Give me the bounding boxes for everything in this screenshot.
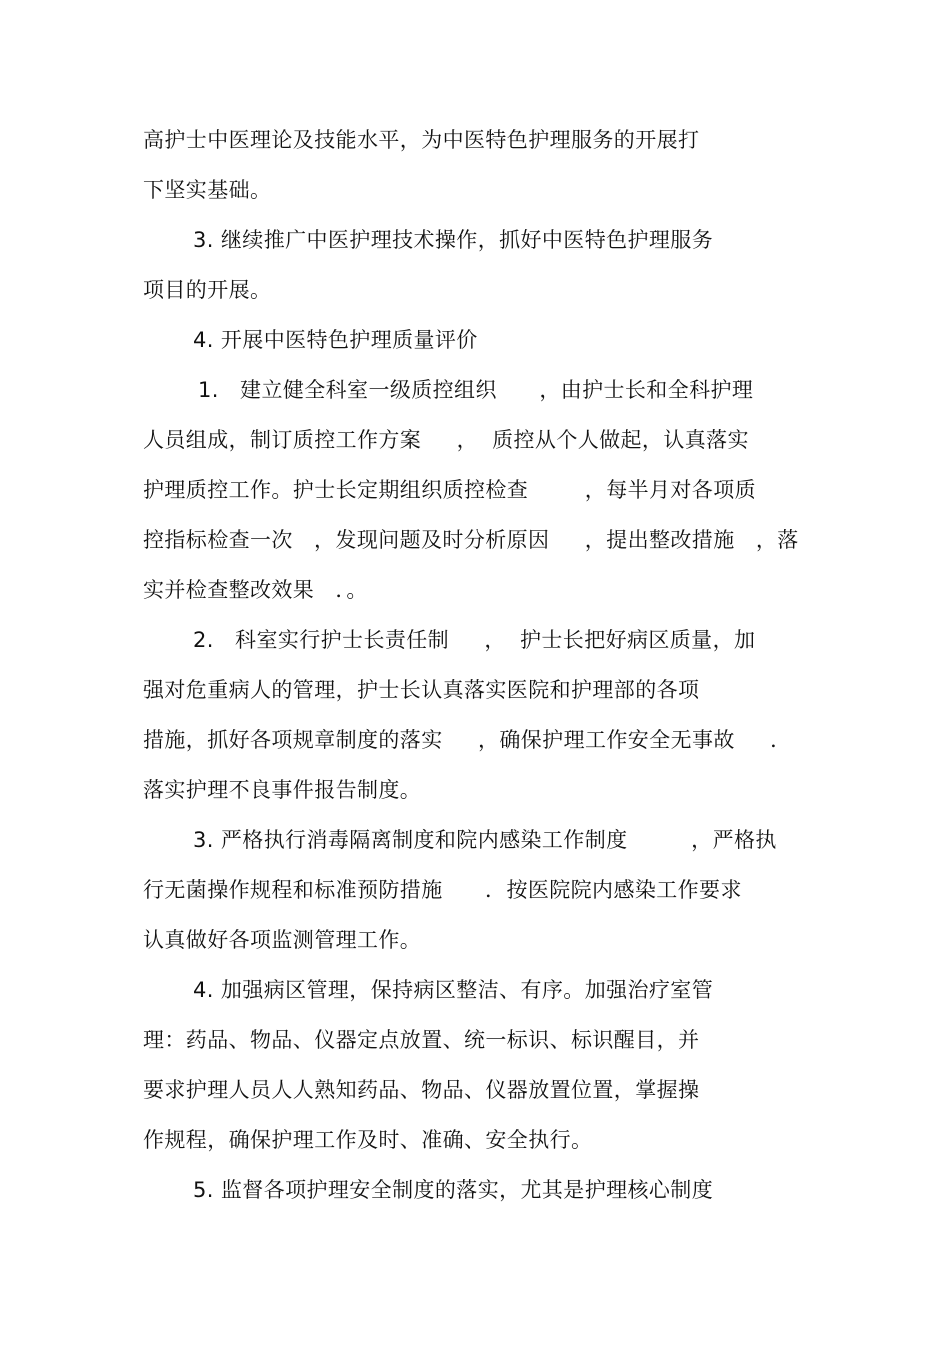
text-line: 落实护理不良事件报告制度。 [143, 778, 422, 802]
text-line: 实并检查整改效果 ．。 [143, 578, 368, 602]
text-line: 作规程，确保护理工作及时、准确、安全执行。 [143, 1128, 593, 1152]
text-line: 4. 加强病区管理，保持病区整洁、有序。加强治疗室管 [193, 978, 714, 1002]
text-line: 理：药品、物品、仪器定点放置、统一标识、标识醒目，并 [143, 1028, 700, 1052]
text-line: 强对危重病人的管理，护士长认真落实医院和护理部的各项 [143, 678, 700, 702]
text-line: 下坚实基础。 [143, 178, 272, 202]
text-line: 项目的开展。 [143, 278, 272, 302]
text-line: 行无菌操作规程和标准预防措施 ．按医院院内感染工作要求 [143, 878, 742, 902]
text-line: 3. 继续推广中医护理技术操作，抓好中医特色护理服务 [193, 228, 714, 252]
text-line: 5. 监督各项护理安全制度的落实，尤其是护理核心制度 [193, 1178, 714, 1202]
text-line: 1. 建立健全科室一级质控组织 ，由护士长和全科护理 [198, 378, 754, 402]
text-line: 高护士中医理论及技能水平，为中医特色护理服务的开展打 [143, 128, 700, 152]
text-line: 人员组成，制订质控工作方案 ， 质控从个人做起，认真落实 [143, 428, 749, 452]
text-line: 要求护理人员人人熟知药品、物品、仪器放置位置，掌握操 [143, 1078, 700, 1102]
text-line: 护理质控工作。护士长定期组织质控检查 ，每半月对各项质 [143, 478, 756, 502]
text-line: 控指标检查一次 ，发现问题及时分析原因 ，提出整改措施 ，落 [143, 528, 799, 552]
text-line: 4. 开展中医特色护理质量评价 [193, 328, 478, 352]
text-line: 2. 科室实行护士长责任制 ， 护士长把好病区质量，加 [193, 628, 756, 652]
text-line: 3. 严格执行消毒隔离制度和院内感染工作制度 ，严格执 [193, 828, 777, 852]
text-line: 措施，抓好各项规章制度的落实 ，确保护理工作安全无事故 ． [143, 728, 792, 752]
text-line: 认真做好各项监测管理工作。 [143, 928, 422, 952]
